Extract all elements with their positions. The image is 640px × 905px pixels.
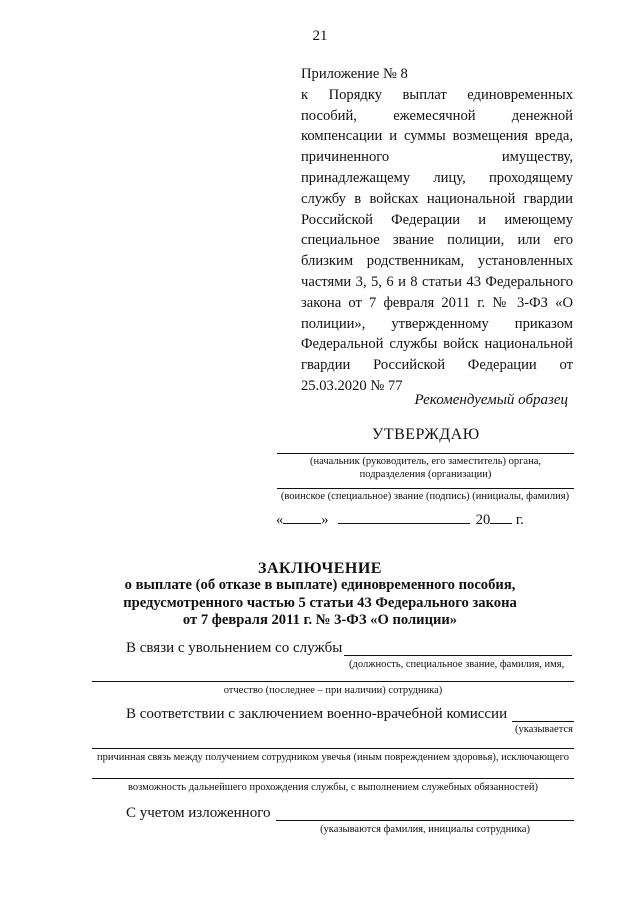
commission-label: В соответствии с заключением военно-врачебной комиссии bbox=[126, 706, 508, 722]
approver-position-line bbox=[277, 453, 574, 454]
commission-blank-2 bbox=[92, 748, 574, 749]
commission-blank-3 bbox=[92, 778, 574, 779]
appendix-title: Приложение № 8 bbox=[301, 66, 408, 82]
document-subtitle: о выплате (об отказе в выплате) единовременного пособия, предусмотренного частью 5 статьи 43 Федерального закона от 7 февраля 2011 г. № 3-ФЗ «О полиции» bbox=[123, 577, 517, 628]
consideration-caption: (указываются фамилия, инициалы сотрудника) bbox=[320, 824, 530, 835]
approval-date: « » 20 г. bbox=[276, 512, 524, 528]
date-year-blank bbox=[490, 523, 512, 524]
approver-signature-line bbox=[277, 488, 574, 489]
commission-caption: (указывается bbox=[515, 724, 573, 735]
document-title: ЗАКЛЮЧЕНИЕ bbox=[258, 560, 382, 577]
commission-caption-2: причинная связь между получением сотрудником увечья (иным повреждением здоровья), исключающего bbox=[97, 752, 569, 763]
sample-label: Рекомендуемый образец bbox=[414, 392, 568, 408]
consideration-blank bbox=[276, 820, 574, 821]
consideration-label: С учетом изложенного bbox=[126, 805, 271, 821]
commission-blank bbox=[512, 721, 574, 722]
dismissal-label: В связи с увольнением со службы bbox=[126, 640, 343, 656]
date-month-blank bbox=[338, 523, 470, 524]
approver-signature-caption: (воинское (специальное) звание (подпись) (инициалы, фамилия) bbox=[280, 491, 570, 502]
dismissal-blank bbox=[344, 655, 572, 656]
commission-caption-3: возможность дальнейшего прохождения службы, с выполнением служебных обязанностей) bbox=[127, 782, 539, 793]
approver-position-caption: (начальник (руководитель, его заместитель) органа, подразделения (организации) bbox=[310, 456, 541, 480]
page-number: 21 bbox=[312, 28, 328, 44]
appendix-block bbox=[301, 64, 573, 397]
appendix-body: к Порядку выплат единовременных пособий, ежемесячной денежной компенсации и суммы возмещения вреда, причиненного имуществу, принадлежащему лицу, проходящему службу в войсках национальной гвардии Российской Федерации и имеющему специальное звание полиции, или его близким родственникам, установленных частями 3, 5, 6 и 8 статьи 43 Федерального закона от 7 февраля 2011 г. № 3-ФЗ «О полиции», утвержденному приказом Федеральной службы войск национальной гвардии Российской Федерации от 25.03.2020 № 77 bbox=[301, 86, 573, 394]
approval-heading: УТВЕРЖДАЮ bbox=[372, 426, 480, 443]
dismissal-caption-2: отчество (последнее – при наличии) сотрудника) bbox=[223, 685, 443, 696]
date-day-blank bbox=[283, 523, 321, 524]
dismissal-caption: (должность, специальное звание, фамилия, имя, bbox=[349, 659, 565, 670]
dismissal-blank-2 bbox=[92, 681, 574, 682]
